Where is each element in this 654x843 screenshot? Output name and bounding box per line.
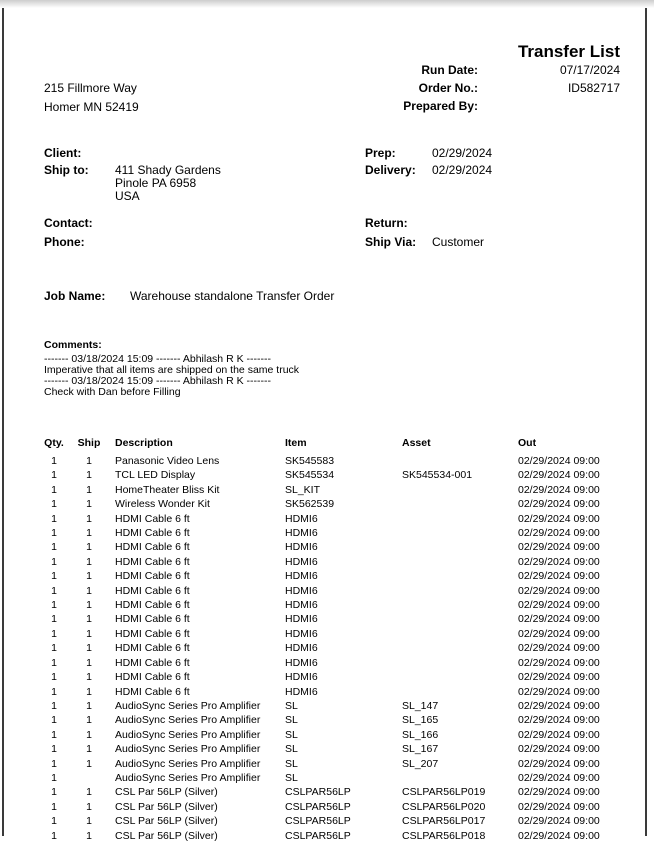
cell-description: HDMI Cable 6 ft bbox=[115, 527, 190, 540]
cell-description: HDMI Cable 6 ft bbox=[115, 613, 190, 626]
cell-ship: 1 bbox=[86, 699, 92, 712]
cell-asset bbox=[402, 771, 518, 785]
cell-description: HDMI Cable 6 ft bbox=[115, 599, 190, 612]
table-row bbox=[40, 656, 628, 670]
cell-out: 02/29/2024 09:00 bbox=[518, 469, 600, 482]
cell-ship: 1 bbox=[86, 642, 92, 655]
cell-ship: 1 bbox=[86, 483, 92, 496]
cell-ship: 1 bbox=[86, 656, 92, 669]
table-row bbox=[40, 497, 628, 511]
cell-item: HDMI6 bbox=[285, 671, 318, 684]
cell-asset bbox=[402, 598, 518, 612]
cell-asset bbox=[402, 584, 518, 598]
delivery-value: 02/29/2024 bbox=[432, 163, 493, 177]
ship-to-line3: USA bbox=[115, 189, 140, 203]
ship-to-line1: 411 Shady Gardens bbox=[115, 163, 221, 177]
cell-qty: 1 bbox=[51, 815, 57, 828]
table-row bbox=[40, 800, 628, 814]
cell-ship: 1 bbox=[86, 685, 92, 698]
cell-out: 02/29/2024 09:00 bbox=[518, 671, 600, 684]
cell-description: AudioSync Series Pro Amplifier bbox=[115, 714, 261, 727]
cell-item: CSLPAR56LP bbox=[285, 815, 351, 828]
cell-qty: 1 bbox=[51, 555, 57, 568]
cell-out: 02/29/2024 09:00 bbox=[518, 829, 600, 842]
cell-item: HDMI6 bbox=[285, 541, 318, 554]
prepared-by-label: Prepared By: bbox=[403, 99, 478, 113]
cell-out: 02/29/2024 09:00 bbox=[518, 656, 600, 669]
cell-description: AudioSync Series Pro Amplifier bbox=[115, 728, 261, 741]
cell-asset: SL_167 bbox=[402, 743, 439, 756]
table-row bbox=[40, 555, 628, 569]
cell-qty: 1 bbox=[51, 498, 57, 511]
cell-ship bbox=[68, 771, 110, 785]
cell-ship: 1 bbox=[86, 728, 92, 741]
cell-out: 02/29/2024 09:00 bbox=[518, 527, 600, 540]
column-header-description: Description bbox=[115, 437, 173, 449]
cell-qty: 1 bbox=[51, 599, 57, 612]
cell-out: 02/29/2024 09:00 bbox=[518, 570, 600, 583]
cell-out: 02/29/2024 09:00 bbox=[518, 699, 600, 712]
table-row bbox=[40, 512, 628, 526]
cell-out: 02/29/2024 09:00 bbox=[518, 728, 600, 741]
cell-ship: 1 bbox=[86, 570, 92, 583]
return-label: Return: bbox=[365, 216, 408, 230]
cell-out: 02/29/2024 09:00 bbox=[518, 541, 600, 554]
table-row bbox=[40, 468, 628, 482]
cell-qty: 1 bbox=[51, 771, 57, 784]
cell-out: 02/29/2024 09:00 bbox=[518, 627, 600, 640]
job-name-label: Job Name: bbox=[44, 289, 106, 303]
cell-description: HDMI Cable 6 ft bbox=[115, 512, 190, 525]
page-title: Transfer List bbox=[517, 42, 620, 61]
comment-line: Imperative that all items are shipped on the same truck bbox=[44, 364, 300, 376]
cell-asset: SL_207 bbox=[402, 757, 439, 770]
table-row bbox=[40, 612, 628, 626]
cell-out: 02/29/2024 09:00 bbox=[518, 512, 600, 525]
cell-item: HDMI6 bbox=[285, 642, 318, 655]
cell-ship: 1 bbox=[86, 541, 92, 554]
ship-to-label: Ship to: bbox=[44, 163, 89, 177]
client-label: Client: bbox=[44, 146, 82, 160]
cell-out: 02/29/2024 09:00 bbox=[518, 455, 600, 467]
cell-asset bbox=[402, 526, 518, 540]
cell-qty: 1 bbox=[51, 541, 57, 554]
cell-item: HDMI6 bbox=[285, 685, 318, 698]
cell-ship: 1 bbox=[86, 498, 92, 511]
table-row bbox=[40, 814, 628, 828]
cell-asset bbox=[402, 512, 518, 526]
order-no-label: Order No.: bbox=[418, 81, 478, 95]
cell-qty: 1 bbox=[51, 728, 57, 741]
cell-out: 02/29/2024 09:00 bbox=[518, 800, 600, 813]
company-address-line1: 215 Fillmore Way bbox=[44, 81, 137, 95]
comment-line: ------- 03/18/2024 15:09 ------- Abhilash R K ------- bbox=[44, 375, 271, 387]
cell-qty: 1 bbox=[51, 469, 57, 482]
cell-qty: 1 bbox=[51, 800, 57, 813]
cell-asset: SL_165 bbox=[402, 714, 439, 727]
cell-qty: 1 bbox=[51, 584, 57, 597]
cell-description: HDMI Cable 6 ft bbox=[115, 671, 190, 684]
cell-ship: 1 bbox=[86, 714, 92, 727]
cell-item: SK562539 bbox=[285, 498, 335, 511]
cell-item: SL bbox=[285, 757, 298, 770]
column-header-out: Out bbox=[518, 437, 537, 449]
column-header-item: Item bbox=[285, 437, 307, 449]
run-date-label: Run Date: bbox=[421, 63, 478, 77]
cell-description: HDMI Cable 6 ft bbox=[115, 570, 190, 583]
cell-out: 02/29/2024 09:00 bbox=[518, 815, 600, 828]
cell-description: Wireless Wonder Kit bbox=[115, 498, 210, 511]
cell-ship: 1 bbox=[86, 527, 92, 540]
cell-item: HDMI6 bbox=[285, 656, 318, 669]
cell-out: 02/29/2024 09:00 bbox=[518, 743, 600, 756]
table-header-row bbox=[40, 437, 628, 454]
cell-item: HDMI6 bbox=[285, 584, 318, 597]
order-no-value: ID582717 bbox=[567, 81, 620, 95]
transfer-items-table bbox=[40, 437, 628, 843]
ship-via-label: Ship Via: bbox=[365, 235, 417, 249]
cell-qty: 1 bbox=[51, 757, 57, 770]
cell-description: HDMI Cable 6 ft bbox=[115, 627, 190, 640]
cell-asset bbox=[402, 540, 518, 554]
cell-item: HDMI6 bbox=[285, 599, 318, 612]
cell-qty: 1 bbox=[51, 570, 57, 583]
cell-out: 02/29/2024 09:00 bbox=[518, 599, 600, 612]
cell-asset bbox=[402, 483, 518, 497]
ship-to-line2: Pinole PA 6958 bbox=[115, 176, 197, 190]
column-header-asset: Asset bbox=[402, 437, 431, 449]
table-row bbox=[40, 627, 628, 641]
cell-asset bbox=[402, 627, 518, 641]
cell-ship: 1 bbox=[86, 757, 92, 770]
cell-item: CSLPAR56LP bbox=[285, 800, 351, 813]
cell-description: AudioSync Series Pro Amplifier bbox=[115, 699, 261, 712]
cell-qty: 1 bbox=[51, 743, 57, 756]
cell-qty: 1 bbox=[51, 685, 57, 698]
page-border-right bbox=[645, 8, 647, 836]
cell-item: SL bbox=[285, 743, 298, 756]
cell-qty: 1 bbox=[51, 829, 57, 842]
table-row bbox=[40, 771, 628, 785]
cell-asset bbox=[402, 454, 518, 468]
cell-ship: 1 bbox=[86, 455, 92, 467]
cell-qty: 1 bbox=[51, 786, 57, 799]
cell-item: CSLPAR56LP bbox=[285, 829, 351, 842]
cell-item: SL bbox=[285, 714, 298, 727]
cell-qty: 1 bbox=[51, 642, 57, 655]
cell-out: 02/29/2024 09:00 bbox=[518, 555, 600, 568]
cell-qty: 1 bbox=[51, 512, 57, 525]
cell-out: 02/29/2024 09:00 bbox=[518, 771, 600, 784]
cell-description: CSL Par 56LP (Silver) bbox=[115, 786, 218, 799]
cell-ship: 1 bbox=[86, 469, 92, 482]
cell-qty: 1 bbox=[51, 483, 57, 496]
cell-asset bbox=[402, 685, 518, 699]
cell-description: Panasonic Video Lens bbox=[115, 455, 220, 467]
table-row bbox=[40, 685, 628, 699]
cell-ship: 1 bbox=[86, 555, 92, 568]
cell-asset: CSLPAR56LP019 bbox=[402, 786, 486, 799]
company-address-line2: Homer MN 52419 bbox=[44, 100, 139, 114]
cell-asset bbox=[402, 641, 518, 655]
column-header-ship: Ship bbox=[77, 437, 101, 449]
cell-asset: CSLPAR56LP020 bbox=[402, 800, 486, 813]
table-row bbox=[40, 785, 628, 799]
cell-out: 02/29/2024 09:00 bbox=[518, 498, 600, 511]
ship-via-value: Customer bbox=[432, 235, 485, 249]
comment-line: ------- 03/18/2024 15:09 ------- Abhilash R K ------- bbox=[44, 353, 271, 365]
cell-item: HDMI6 bbox=[285, 613, 318, 626]
cell-ship: 1 bbox=[86, 815, 92, 828]
cell-ship: 1 bbox=[86, 800, 92, 813]
column-header-qty: Qty. bbox=[44, 437, 64, 449]
cell-out: 02/29/2024 09:00 bbox=[518, 642, 600, 655]
phone-label: Phone: bbox=[44, 235, 85, 249]
cell-ship: 1 bbox=[86, 584, 92, 597]
cell-qty: 1 bbox=[51, 656, 57, 669]
table-body bbox=[40, 454, 628, 843]
cell-item: HDMI6 bbox=[285, 627, 318, 640]
table-row bbox=[40, 742, 628, 756]
table-row bbox=[40, 713, 628, 727]
cell-description: AudioSync Series Pro Amplifier bbox=[115, 757, 261, 770]
table-row bbox=[40, 728, 628, 742]
cell-description: AudioSync Series Pro Amplifier bbox=[115, 743, 261, 756]
cell-ship: 1 bbox=[86, 829, 92, 842]
cell-description: TCL LED Display bbox=[115, 469, 196, 482]
prep-value: 02/29/2024 bbox=[432, 146, 493, 160]
table-row bbox=[40, 454, 628, 468]
cell-ship: 1 bbox=[86, 599, 92, 612]
table-row bbox=[40, 526, 628, 540]
cell-description: HDMI Cable 6 ft bbox=[115, 685, 190, 698]
delivery-label: Delivery: bbox=[365, 163, 416, 177]
cell-out: 02/29/2024 09:00 bbox=[518, 584, 600, 597]
cell-out: 02/29/2024 09:00 bbox=[518, 786, 600, 799]
cell-item: HDMI6 bbox=[285, 570, 318, 583]
table-row bbox=[40, 540, 628, 554]
table-row bbox=[40, 483, 628, 497]
cell-ship: 1 bbox=[86, 671, 92, 684]
cell-description: HDMI Cable 6 ft bbox=[115, 656, 190, 669]
table-row bbox=[40, 757, 628, 771]
table-row bbox=[40, 598, 628, 612]
cell-ship: 1 bbox=[86, 743, 92, 756]
prep-label: Prep: bbox=[365, 146, 396, 160]
cell-asset bbox=[402, 612, 518, 626]
cell-description: HDMI Cable 6 ft bbox=[115, 541, 190, 554]
cell-description: HDMI Cable 6 ft bbox=[115, 642, 190, 655]
cell-item: HDMI6 bbox=[285, 555, 318, 568]
table-row bbox=[40, 641, 628, 655]
cell-out: 02/29/2024 09:00 bbox=[518, 757, 600, 770]
cell-item: SL bbox=[285, 728, 298, 741]
cell-description: HDMI Cable 6 ft bbox=[115, 555, 190, 568]
contact-label: Contact: bbox=[44, 216, 93, 230]
cell-qty: 1 bbox=[51, 671, 57, 684]
cell-asset bbox=[402, 656, 518, 670]
cell-out: 02/29/2024 09:00 bbox=[518, 714, 600, 727]
comment-line: Check with Dan before Filling bbox=[44, 386, 181, 398]
table-row bbox=[40, 670, 628, 684]
cell-qty: 1 bbox=[51, 627, 57, 640]
cell-item: HDMI6 bbox=[285, 527, 318, 540]
cell-ship: 1 bbox=[86, 627, 92, 640]
cell-asset bbox=[402, 497, 518, 511]
cell-item: HDMI6 bbox=[285, 512, 318, 525]
cell-asset: SK545534-001 bbox=[402, 469, 473, 482]
cell-out: 02/29/2024 09:00 bbox=[518, 613, 600, 626]
table-row bbox=[40, 699, 628, 713]
cell-item: SL bbox=[285, 699, 298, 712]
cell-item: SL bbox=[285, 771, 298, 784]
top-shadow bbox=[0, 0, 654, 8]
comments-label: Comments: bbox=[44, 339, 102, 351]
cell-item: SL_KIT bbox=[285, 483, 321, 496]
cell-asset bbox=[402, 569, 518, 583]
cell-asset bbox=[402, 555, 518, 569]
cell-item: SK545534 bbox=[285, 469, 335, 482]
cell-item: SK545583 bbox=[285, 455, 335, 467]
cell-description: CSL Par 56LP (Silver) bbox=[115, 800, 218, 813]
cell-qty: 1 bbox=[51, 613, 57, 626]
cell-qty: 1 bbox=[51, 527, 57, 540]
table-row bbox=[40, 569, 628, 583]
cell-asset: CSLPAR56LP018 bbox=[402, 829, 486, 842]
cell-qty: 1 bbox=[51, 714, 57, 727]
cell-description: HomeTheater Bliss Kit bbox=[115, 483, 220, 496]
cell-description: HDMI Cable 6 ft bbox=[115, 584, 190, 597]
cell-out: 02/29/2024 09:00 bbox=[518, 685, 600, 698]
cell-asset: CSLPAR56LP017 bbox=[402, 815, 486, 828]
table-row bbox=[40, 584, 628, 598]
page-border-left bbox=[2, 8, 4, 836]
cell-asset: SL_147 bbox=[402, 699, 439, 712]
cell-description: AudioSync Series Pro Amplifier bbox=[115, 771, 261, 784]
cell-qty: 1 bbox=[51, 699, 57, 712]
job-name-value: Warehouse standalone Transfer Order bbox=[130, 289, 335, 303]
cell-asset bbox=[402, 670, 518, 684]
cell-asset: SL_166 bbox=[402, 728, 439, 741]
cell-ship: 1 bbox=[86, 613, 92, 626]
run-date-value: 07/17/2024 bbox=[559, 63, 620, 77]
cell-ship: 1 bbox=[86, 786, 92, 799]
cell-ship: 1 bbox=[86, 512, 92, 525]
cell-description: CSL Par 56LP (Silver) bbox=[115, 829, 218, 842]
cell-qty: 1 bbox=[51, 455, 57, 467]
cell-item: CSLPAR56LP bbox=[285, 786, 351, 799]
cell-out: 02/29/2024 09:00 bbox=[518, 483, 600, 496]
cell-description: CSL Par 56LP (Silver) bbox=[115, 815, 218, 828]
